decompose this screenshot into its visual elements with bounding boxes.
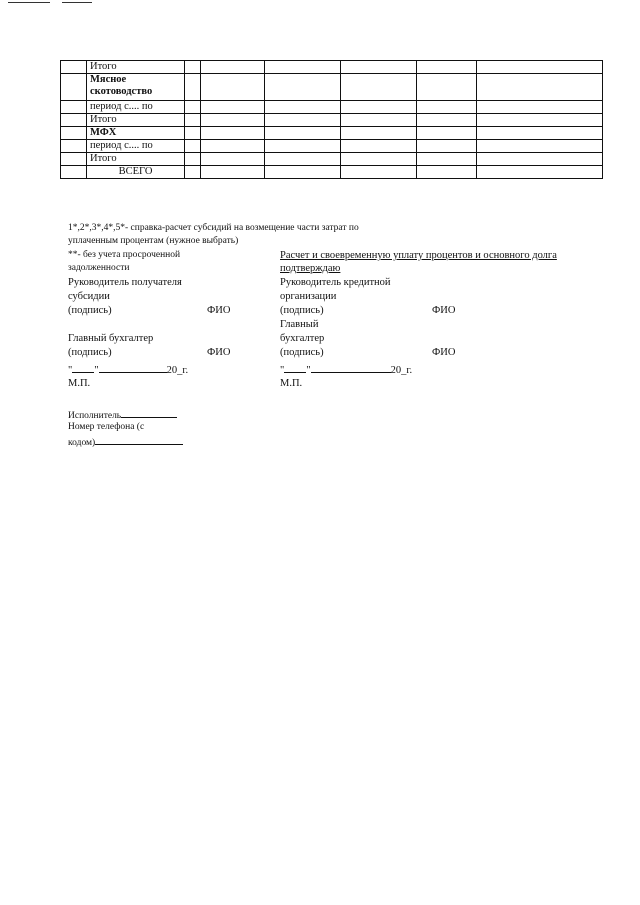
note-overdue-line-1: **- без учета просроченной [68,250,181,260]
row-label: период с.... по [87,140,185,153]
recipient-head-fio: ФИО [207,305,231,316]
bank-date-line [280,362,412,377]
empty-cell [265,166,341,179]
table-row [61,101,603,114]
empty-cell [201,101,265,114]
empty-cell [341,127,417,140]
recipient-accountant-signature: (подпись) [68,347,112,358]
row-label: Итого [87,114,185,127]
empty-cell [417,101,477,114]
table-row [61,153,603,166]
empty-cell [265,101,341,114]
empty-cell [265,127,341,140]
scan-mark-2 [62,2,92,3]
recipient-stamp: М.П. [68,378,91,389]
empty-cell [201,166,265,179]
date-day-blank [284,362,306,373]
empty-cell [201,114,265,127]
empty-cell [201,153,265,166]
recipient-head-signature: (подпись) [68,305,112,316]
empty-cell [185,166,201,179]
recipient-accountant: Главный бухгалтер [68,333,154,344]
note-overdue-line-2: задолженности [68,263,130,273]
empty-cell [61,140,87,153]
bank-accountant-line-2: бухгалтер [280,333,325,344]
empty-cell [341,101,417,114]
empty-cell [417,166,477,179]
empty-cell [341,166,417,179]
empty-cell [61,61,87,74]
bank-head-fio: ФИО [432,305,456,316]
empty-cell [61,166,87,179]
empty-cell [265,74,341,101]
empty-cell [185,74,201,101]
empty-cell [201,127,265,140]
recipient-date-line [68,362,188,377]
row-label: Мясное скотоводство [87,74,185,101]
empty-cell [477,114,603,127]
empty-cell [477,127,603,140]
empty-cell [185,127,201,140]
empty-cell [265,153,341,166]
date-quote-open: " [68,365,73,376]
empty-cell [265,61,341,74]
bank-accountant-signature: (подпись) [280,347,324,358]
row-label: МФХ [87,127,185,140]
recipient-accountant-fio: ФИО [207,347,231,358]
phone-blank [95,434,183,445]
empty-cell [61,74,87,101]
empty-cell [341,74,417,101]
executor-label: Исполнитель [68,411,122,421]
empty-cell [477,166,603,179]
empty-cell [477,61,603,74]
empty-cell [341,61,417,74]
table-body [61,61,603,179]
empty-cell [477,153,603,166]
empty-cell [265,114,341,127]
empty-cell [61,153,87,166]
empty-cell [417,61,477,74]
date-month-blank [99,362,167,373]
bank-head-signature: (подпись) [280,305,324,316]
empty-cell [61,114,87,127]
empty-cell [185,153,201,166]
table-row [61,114,603,127]
date-day-blank [72,362,94,373]
footnote-line-2: уплаченным процентам (нужное выбрать) [68,236,239,246]
empty-cell [417,153,477,166]
row-label: ВСЕГО [87,166,185,179]
phone-label: кодом) [68,438,96,448]
bank-accountant-fio: ФИО [432,347,456,358]
empty-cell [185,140,201,153]
recipient-head-line-2: субсидии [68,291,110,302]
phone-line-1: Номер телефона (с [68,422,145,432]
table-row [61,140,603,153]
bank-head-line-2: организации [280,291,337,302]
empty-cell [341,140,417,153]
bank-confirm-line-2: подтверждаю [280,263,341,274]
date-quote-open: " [280,365,285,376]
empty-cell [417,140,477,153]
row-label: Итого [87,61,185,74]
empty-cell [417,127,477,140]
empty-cell [61,101,87,114]
empty-cell [417,114,477,127]
phone-line-2 [68,434,183,450]
table-row [61,74,603,101]
table-row [61,166,603,179]
empty-cell [185,114,201,127]
row-label: период с.... по [87,101,185,114]
empty-cell [341,114,417,127]
empty-cell [477,74,603,101]
bank-accountant-line-1: Главный [280,319,319,330]
empty-cell [185,61,201,74]
date-year: 20_г. [166,365,189,376]
executor-blank [121,407,177,418]
subsidy-table [60,60,603,179]
empty-cell [61,127,87,140]
bank-stamp: М.П. [280,378,303,389]
empty-cell [201,74,265,101]
date-quote-close: " [94,365,99,376]
scan-mark-1 [8,2,50,3]
footnote-line-1: 1*,2*,3*,4*,5*- справка-расчет субсидий на возмещение части затрат по [68,223,359,233]
date-quote-close: " [306,365,311,376]
empty-cell [477,101,603,114]
empty-cell [185,101,201,114]
table-row [61,61,603,74]
empty-cell [417,74,477,101]
recipient-head-line-1: Руководитель получателя [68,277,182,288]
empty-cell [201,140,265,153]
table-row [61,127,603,140]
date-year: 20_г. [390,365,413,376]
bank-head-line-1: Руководитель кредитной [280,277,391,288]
empty-cell [341,153,417,166]
row-label: Итого [87,153,185,166]
empty-cell [477,140,603,153]
empty-cell [201,61,265,74]
bank-confirm-line-1: Расчет и своевременную уплату процентов и основного долга [280,250,557,261]
date-month-blank [311,362,391,373]
empty-cell [265,140,341,153]
